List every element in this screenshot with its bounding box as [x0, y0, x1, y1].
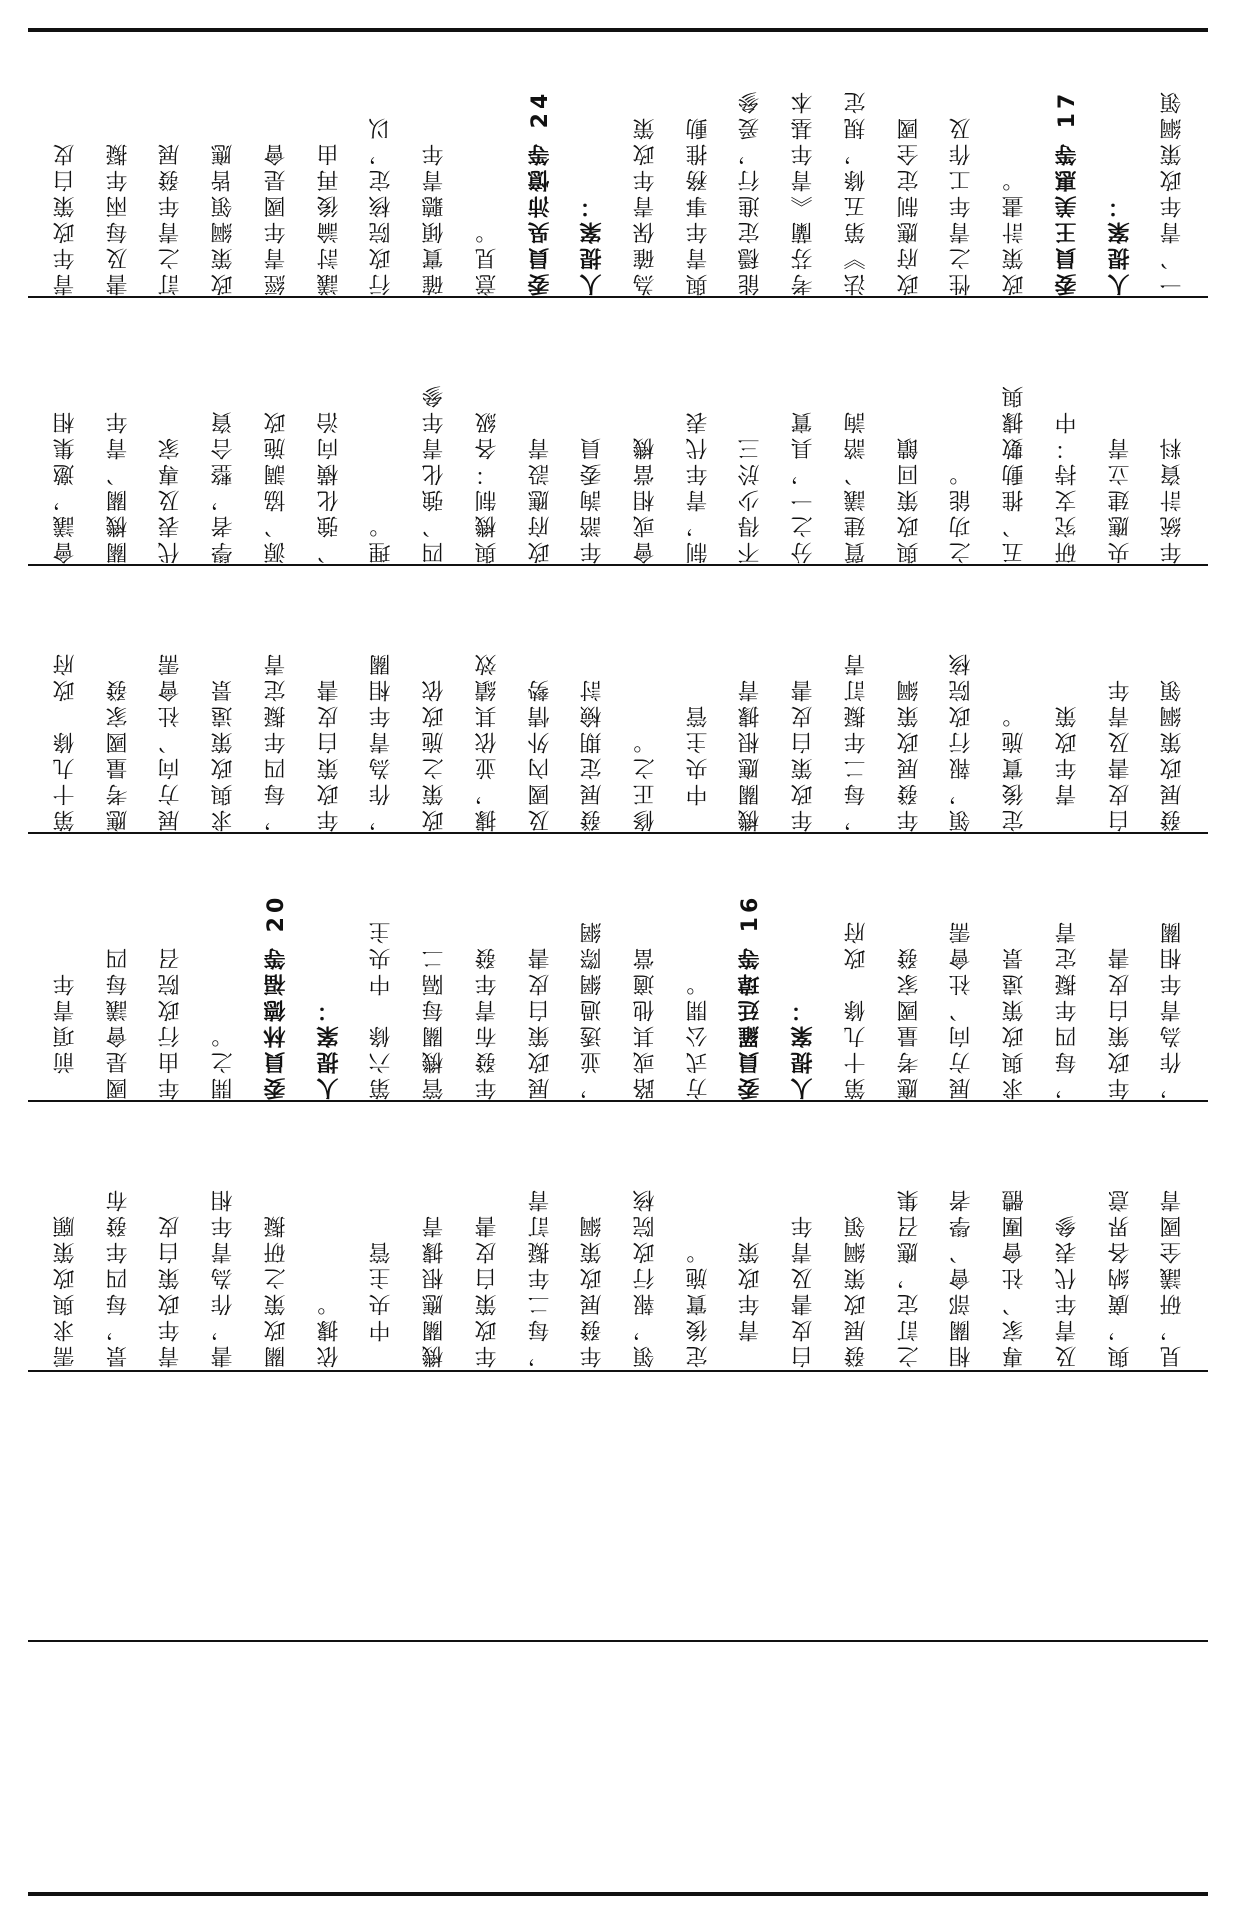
- text-line: 青年政策: [738, 1238, 764, 1368]
- text-line: 求與政策遠景: [1002, 944, 1028, 1100]
- text-line: 政府應制定全國: [896, 114, 922, 296]
- text-line: 理。: [369, 512, 395, 564]
- text-line: 、強化橫向治: [316, 408, 342, 564]
- text-line: 法》第五條，規定: [843, 88, 869, 296]
- separator-rule: [28, 1640, 1208, 1642]
- text-line: 質建議、諮詢: [843, 408, 869, 564]
- text-line: 第十九條 政府: [843, 918, 869, 1100]
- proposal-heading-line: 人提案：: [791, 996, 817, 1100]
- text-line: 政策之施政依: [422, 676, 448, 832]
- text-line: 與機制：各級: [474, 408, 500, 564]
- text-line: 展政策白皮書: [527, 944, 553, 1100]
- text-line: 及青年代表參: [1054, 1212, 1080, 1368]
- text-line: 青年政策白皮: [158, 1212, 184, 1368]
- text-line: 修正之。: [632, 728, 658, 832]
- text-line: 中央主管: [685, 702, 711, 832]
- text-band: [40, 570, 1200, 832]
- text-line: 之訂定，應召集: [896, 1186, 922, 1368]
- text-line: 領，報行政院核: [632, 1186, 658, 1368]
- text-line: 據，並依其績效: [474, 650, 500, 832]
- text-line: 青年政策白皮: [52, 140, 78, 296]
- text-line: 展方向、社會需: [158, 650, 184, 832]
- text-line: 與，廣納各界意: [1107, 1186, 1133, 1368]
- text-line: 年統計資料: [1160, 434, 1186, 564]
- text-line: 專家、社會團體: [1002, 1186, 1028, 1368]
- text-line: 制，青年代表: [685, 408, 711, 564]
- band-divider: [28, 296, 1208, 298]
- text-line: 訂之青年發展: [158, 140, 184, 296]
- text-line: 源、協調施政: [263, 408, 289, 564]
- text-line: 政策綱領皆應: [211, 140, 237, 296]
- text-line: 與青年事務推動: [685, 114, 711, 296]
- text-line: ，並透過網際網: [580, 918, 606, 1100]
- text-line: 考芬蘭《青年基本: [791, 88, 817, 296]
- text-band: [40, 838, 1200, 1100]
- text-line: 發展政策綱領: [1160, 676, 1186, 832]
- text-line: 白皮書及青年: [791, 1212, 817, 1368]
- text-line: 政府應設青: [527, 434, 553, 564]
- text-line: 分之一，具實: [791, 408, 817, 564]
- text-line: 行政院核定，以: [369, 114, 395, 296]
- text-line: 書，作為青年相: [211, 1186, 237, 1368]
- text-line: 年由行政院召: [158, 944, 184, 1100]
- proposal-heading-line: 委員林德福等 20: [263, 893, 289, 1100]
- text-line: ，作為青年相關: [1160, 918, 1186, 1100]
- text-line: 發展定期檢討: [580, 676, 606, 832]
- text-line: 經青年國是會: [263, 140, 289, 296]
- text-line: 關機關、青年: [105, 408, 131, 564]
- text-line: 機關應根據青: [422, 1212, 448, 1368]
- text-line: 政策計畫。: [1002, 166, 1028, 296]
- text-line: 能穩定進行，爰參: [738, 88, 764, 296]
- text-line: 之功能。: [949, 460, 975, 564]
- text-line: 一、青年政策綱領: [1160, 88, 1186, 296]
- text-line: 機關應根據青: [738, 676, 764, 832]
- text-line: 年政策白皮書: [1107, 944, 1133, 1100]
- text-line: 與政策回饋: [896, 434, 922, 564]
- text-line: 前項青年: [52, 970, 78, 1100]
- text-line: 意見。: [474, 218, 500, 296]
- text-line: 方式公開。: [685, 970, 711, 1100]
- text-line: 展方向、社會需: [949, 918, 975, 1100]
- text-band: [40, 1106, 1200, 1368]
- text-line: 應考量國家發: [105, 676, 131, 832]
- text-line: 書及每兩年擬: [105, 140, 131, 296]
- text-line: 相關部會、學者: [949, 1186, 975, 1368]
- bottom-rule: [28, 1892, 1208, 1896]
- text-band: [40, 302, 1200, 564]
- text-line: 發展政策綱領: [843, 1212, 869, 1368]
- text-line: 五、推動數據與: [1002, 382, 1028, 564]
- proposal-heading-line: 人提案：: [316, 996, 342, 1100]
- text-line: 國是會議每四: [105, 944, 131, 1100]
- text-line: 定後實施。: [1002, 702, 1028, 832]
- text-line: 路或其他適當: [632, 944, 658, 1100]
- text-line: 年政策白皮書: [316, 676, 342, 832]
- text-line: 青年政策: [1054, 702, 1080, 832]
- text-line: 年政策白皮書: [474, 1212, 500, 1368]
- text-line: 年發展政策綱: [896, 676, 922, 832]
- text-line: 年政策白皮書: [791, 676, 817, 832]
- text-line: ，作為青年相關: [369, 650, 395, 832]
- text-line: 年發展政策綱: [580, 1212, 606, 1368]
- proposal-heading-line: 委員王美惠等 17: [1054, 89, 1080, 296]
- text-line: 管機關每隔二: [422, 944, 448, 1100]
- text-band: [40, 34, 1200, 296]
- band-divider: [28, 832, 1208, 834]
- text-line: ，每二年擬訂青: [527, 1186, 553, 1368]
- text-line: 景，每四年發布: [105, 1186, 131, 1368]
- text-line: 性之青年工作及: [949, 114, 975, 296]
- text-line: 四、強化青年參: [422, 382, 448, 564]
- text-line: 央應建立青: [1107, 434, 1133, 564]
- proposal-heading-line: 人提案：: [1107, 192, 1133, 296]
- text-line: 關政策之研擬: [263, 1212, 289, 1368]
- text-line: ，每四年擬定青: [263, 650, 289, 832]
- text-line: 定後實施。: [685, 1238, 711, 1368]
- text-line: 第十九條 政府: [52, 650, 78, 832]
- proposal-heading-line: 人提案：: [580, 192, 606, 296]
- text-line: 代表及專家: [158, 434, 184, 564]
- text-line: 會或相當機: [632, 434, 658, 564]
- text-line: 議討論後再由: [316, 140, 342, 296]
- text-line: 中央主管: [369, 1238, 395, 1368]
- proposal-heading-line: 委員吳沛憶等 24: [527, 89, 553, 296]
- text-line: 研究支持：中: [1054, 408, 1080, 564]
- text-line: 年發布青年發: [474, 944, 500, 1100]
- text-line: 白皮書及青年: [1107, 676, 1133, 832]
- text-line: 年諮詢委員: [580, 434, 606, 564]
- text-line: ，每四年擬定青: [1054, 918, 1080, 1100]
- text-line: 開之。: [211, 1022, 237, 1100]
- text-line: 及國內外情勢: [527, 676, 553, 832]
- text-line: 需求與政策願: [52, 1212, 78, 1368]
- text-line: 應考量國家發: [896, 944, 922, 1100]
- document-page: [28, 30, 1208, 1368]
- text-line: 見，研議全國青: [1160, 1186, 1186, 1368]
- text-line: 確實傾聽青年: [422, 140, 448, 296]
- text-line: 第六條 中央主: [369, 918, 395, 1100]
- text-line: 不得少於三: [738, 434, 764, 564]
- band-divider: [28, 1100, 1208, 1102]
- text-line: 為確保青年政策: [632, 114, 658, 296]
- text-line: 依據。: [316, 1290, 342, 1368]
- text-line: ，每二年擬訂青: [843, 650, 869, 832]
- proposal-heading-line: 委員羅廷瑋等 16: [738, 893, 764, 1100]
- band-divider: [28, 1370, 1208, 1372]
- text-line: 學者，整合資: [211, 408, 237, 564]
- text-line: 會議，邀集相: [52, 408, 78, 564]
- band-divider: [28, 564, 1208, 566]
- text-line: 領，報行政院核: [949, 650, 975, 832]
- text-line: 求與政策遠景: [211, 676, 237, 832]
